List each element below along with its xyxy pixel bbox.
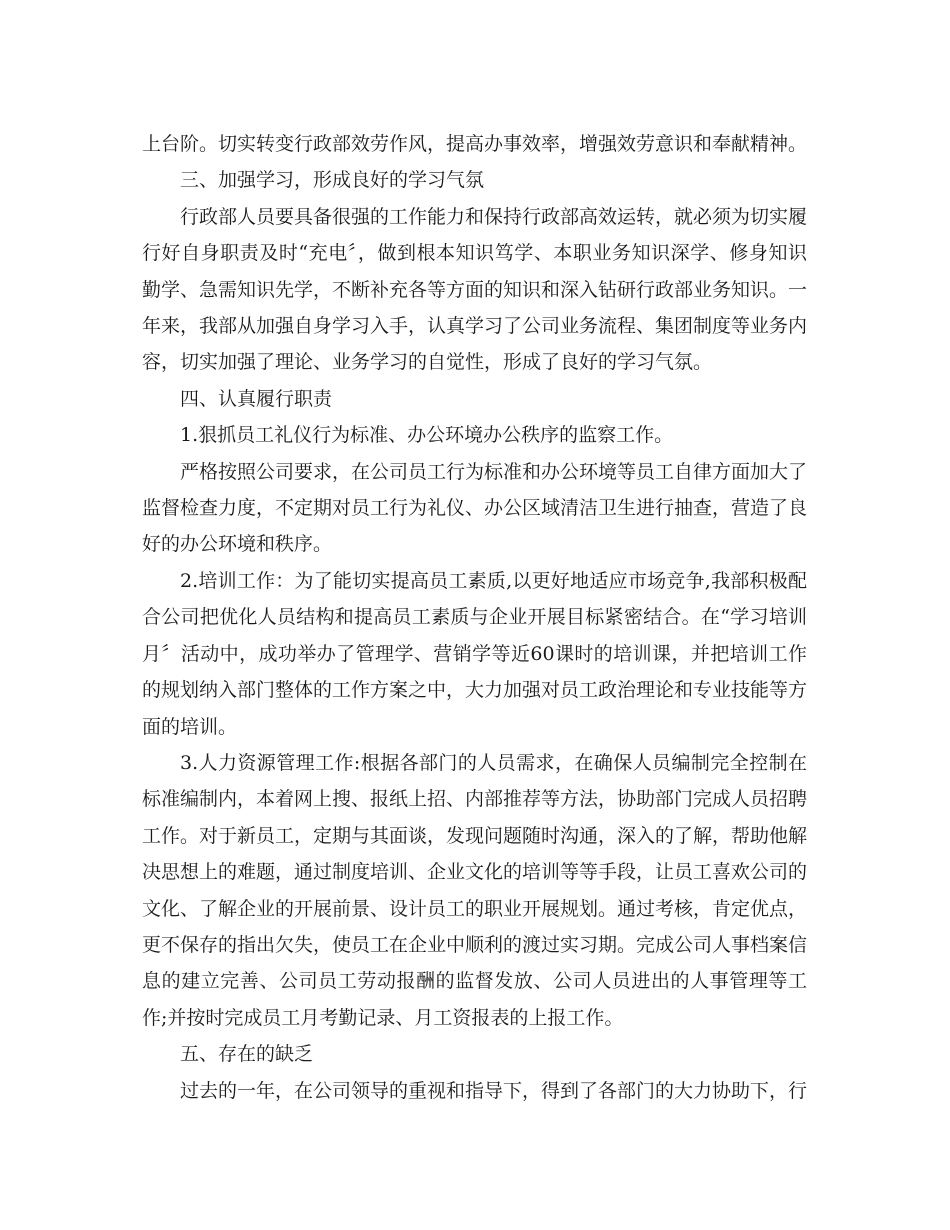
item-2-training: 2.培训工作：为了能切实提高员工素质,以更好地适应市场竞争,我部积极配合公司把优化人员结构和提高员工素质与企业开展目标紧密结合。在“学习培训月〞活动中，成功举办了管理学、营销学等近60课时的培训课，并把培训工作的规划纳入部门整体的工作方案之中，大力加强对员工政治理论和专业技能等方面的培训。: [142, 569, 808, 738]
item-1-title: 1.狠抓员工礼仪行为标准、办公环境办公秩序的监察工作。: [180, 424, 674, 447]
section-heading-5: 五、存在的缺乏: [180, 1043, 314, 1066]
section-heading-3: 三、加强学习，形成良好的学习气氛: [180, 169, 485, 192]
paragraph-learning: 行政部人员要具备很强的工作能力和保持行政部高效运转，就必须为切实履行好自身职责及时“充电〞，做到根本知识笃学、本职业务知识深学、修身知识勤学、急需知识先学，不断补充各等方面的知识和深入钻研行政部业务知识。一年来，我部从加强自身学习入手，认真学习了公司业务流程、集团制度等业务内容，切实加强了理论、业务学习的自觉性，形成了良好的学习气氛。: [142, 205, 808, 374]
document-page: [142, 126, 807, 1109]
paragraph-supervision: 严格按照公司要求，在公司员工行为标准和办公环境等员工自律方面加大了监督检查力度，不定期对员工行为礼仪、办公区域清洁卫生进行抽查，营造了良好的办公环境和秩序。: [142, 460, 808, 556]
section-heading-4: 四、认真履行职责: [180, 387, 333, 410]
paragraph-shortcomings: 过去的一年，在公司领导的重视和指导下，得到了各部门的大力协助下，行: [180, 1079, 808, 1102]
paragraph-continuation: 上台阶。切实转变行政部效劳作风，提高办事效率，增强效劳意识和奉献精神。: [142, 133, 808, 155]
item-3-hr-management: 3.人力资源管理工作:根据各部门的人员需求，在确保人员编制完全控制在标准编制内，本着网上搜、报纸上招、内部推荐等方法，协助部门完成人员招聘工作。对于新员工，定期与其面谈，发现问题随时沟通，深入的了解，帮助他解决思想上的难题，通过制度培训、企业文化的培训等等手段，让员工喜欢公司的文化、了解企业的开展前景、设计员工的职业开展规划。通过考核，肯定优点，更不保存的指出欠失，使员工在企业中顺利的渡过实习期。完成公司人事档案信息的建立完善、公司员工劳动报酬的监督发放、公司人员进出的人事管理等工作;并按时完成员工月考勤记录、月工资报表的上报工作。: [142, 751, 808, 1029]
